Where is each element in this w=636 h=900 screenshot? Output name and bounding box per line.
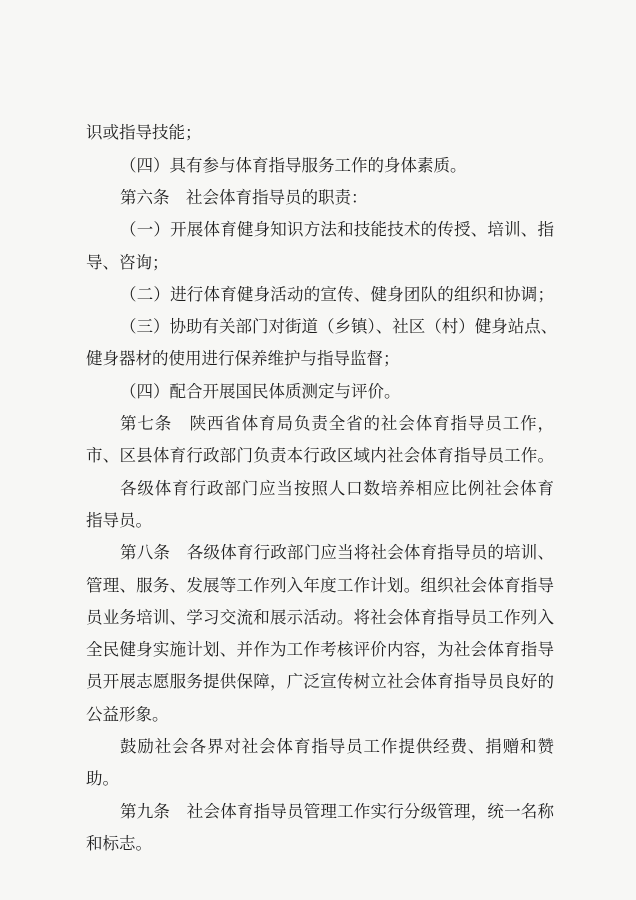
text-line: 第九条 社会体育指导员管理工作实行分级管理，统一名称 bbox=[120, 802, 554, 821]
text-line: 第八条 各级体育行政部门应当将社会体育指导员的培训、 bbox=[120, 543, 554, 562]
text-line: 员开展志愿服务提供保障，广泛宣传树立社会体育指导员良好的 bbox=[86, 672, 554, 691]
text-line: （四）配合开展国民体质测定与评价。 bbox=[120, 382, 401, 401]
text-line: 第六条 社会体育指导员的职责： bbox=[120, 188, 368, 207]
text-line: 指导员。 bbox=[86, 511, 152, 530]
text-line: （二）进行体育健身活动的宣传、健身团队的组织和协调； bbox=[120, 285, 554, 304]
text-line: 识或指导技能； bbox=[86, 123, 202, 142]
text-line: （一）开展体育健身知识方法和技能技术的传授、培训、指 bbox=[120, 220, 554, 239]
text-line: 公益形象。 bbox=[86, 705, 169, 724]
text-line: 第七条 陕西省体育局负责全省的社会体育指导员工作， bbox=[120, 414, 554, 433]
text-line: 全民健身实施计划、并作为工作考核评价内容，为社会体育指导 bbox=[86, 640, 554, 659]
text-line: 市、区县体育行政部门负责本行政区域内社会体育指导员工作。 bbox=[86, 446, 554, 465]
text-line: （三）协助有关部门对街道（乡镇）、社区（村）健身站点、 bbox=[120, 317, 558, 336]
text-line: 员业务培训、学习交流和展示活动。将社会体育指导员工作列入 bbox=[86, 608, 554, 627]
text-line: 导、咨询； bbox=[86, 253, 169, 272]
text-line: 鼓励社会各界对社会体育指导员工作提供经费、捐赠和赞 bbox=[120, 737, 554, 756]
text-line: 管理、服务、发展等工作列入年度工作计划。组织社会体育指导 bbox=[86, 576, 554, 595]
text-line: 健身器材的使用进行保养维护与指导监督； bbox=[86, 349, 400, 368]
text-line: 各级体育行政部门应当按照人口数培养相应比例社会体育 bbox=[120, 479, 554, 498]
text-line: 和标志。 bbox=[86, 834, 152, 853]
text-line: （四）具有参与体育指导服务工作的身体素质。 bbox=[120, 156, 467, 175]
text-line: 助。 bbox=[86, 769, 119, 788]
